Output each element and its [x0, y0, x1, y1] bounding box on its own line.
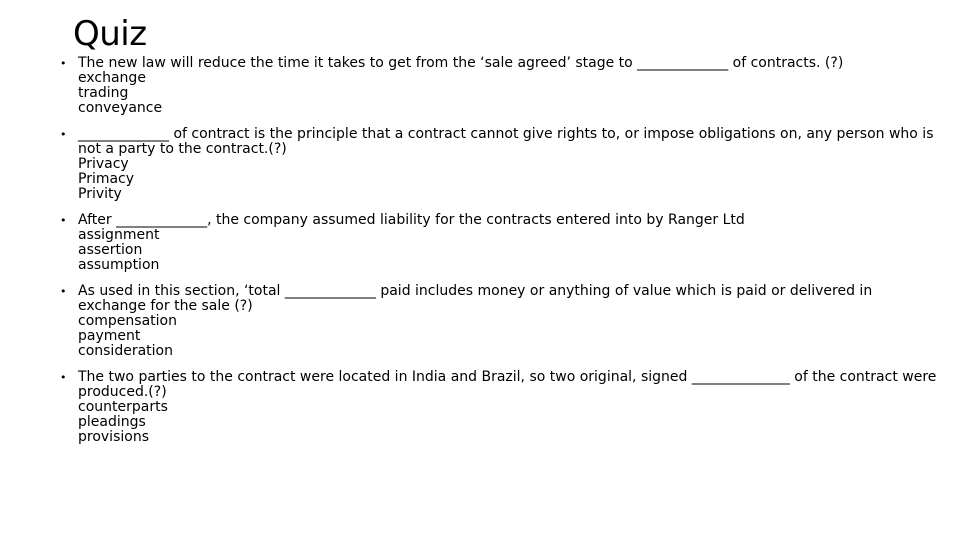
answer-option: assertion — [78, 242, 143, 258]
question-text: After _____________, the company assumed liability for the contracts entered into by Ranger Ltd — [78, 212, 745, 228]
bullet-icon: • — [60, 57, 67, 70]
answer-option: pleadings — [78, 414, 146, 430]
answer-option: counterparts — [78, 399, 168, 415]
answer-option: consideration — [78, 343, 173, 359]
question-text: _____________ of contract is the principle that a contract cannot give rights to, or impose obligations on, any person who is not a party to the contract.(?) — [78, 126, 934, 157]
answer-option: provisions — [78, 429, 149, 445]
quiz-question-1 — [60, 56, 940, 116]
question-text: The new law will reduce the time it takes to get from the ‘sale agreed’ stage to _____________ of contracts. (?) — [78, 55, 844, 71]
bullet-icon: • — [60, 371, 67, 384]
answer-option: Privity — [78, 186, 122, 202]
bullet-icon: • — [60, 128, 67, 141]
answer-option: assignment — [78, 227, 160, 243]
question-text: The two parties to the contract were located in India and Brazil, so two original, signed ______________ of the contract were produced.(?) — [78, 369, 937, 400]
quiz-question-3 — [60, 213, 940, 273]
quiz-question-list — [60, 56, 940, 456]
answer-option: conveyance — [78, 100, 163, 116]
answer-option: trading — [78, 85, 129, 101]
answer-option: payment — [78, 328, 141, 344]
bullet-icon: • — [60, 214, 67, 227]
answer-option: Privacy — [78, 156, 129, 172]
quiz-question-2 — [60, 127, 940, 202]
answer-option: Primacy — [78, 171, 135, 187]
answer-option: exchange — [78, 70, 146, 86]
question-text: As used in this section, ‘total _____________ paid includes money or anything of value which is paid or delivered in exchange for the sale (?) — [78, 283, 873, 314]
answer-option: assumption — [78, 257, 160, 273]
quiz-question-5 — [60, 370, 940, 445]
page-title: Quiz — [73, 14, 147, 54]
answer-option: compensation — [78, 313, 177, 329]
bullet-icon: • — [60, 285, 67, 298]
quiz-question-4 — [60, 284, 940, 359]
